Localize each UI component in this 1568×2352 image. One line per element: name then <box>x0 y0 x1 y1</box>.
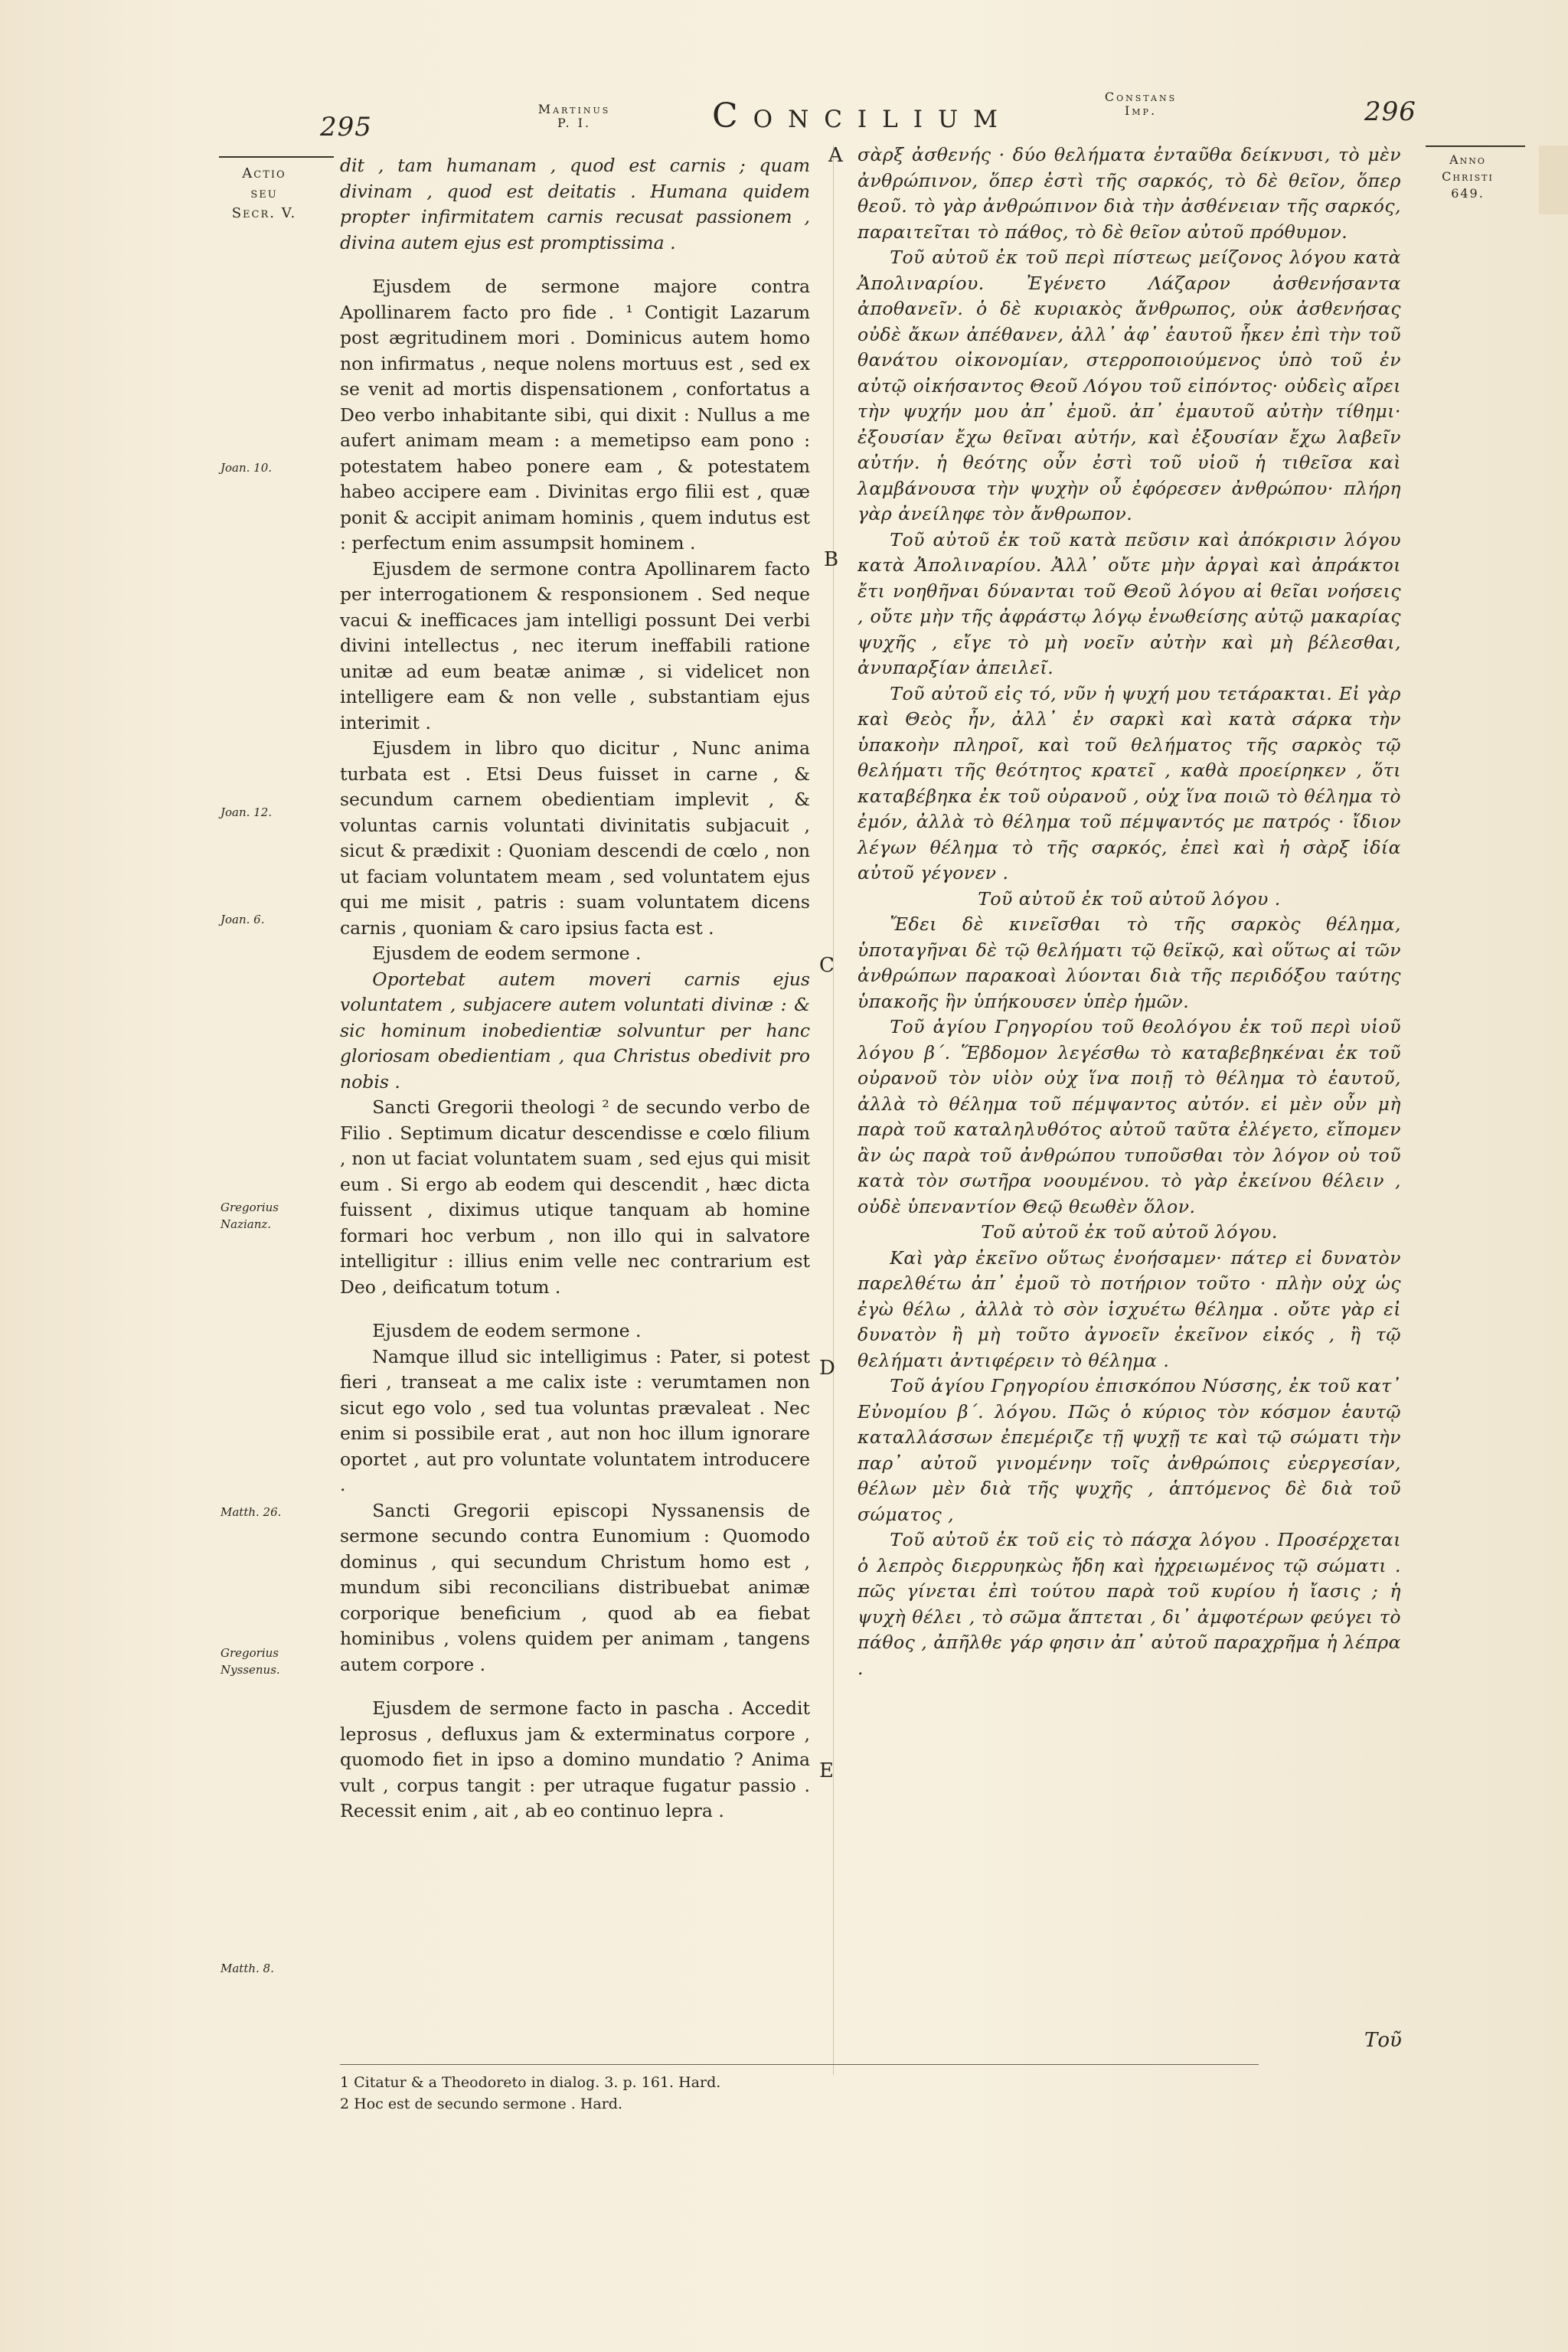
margin-ref-joan6: Joan. 6. <box>220 913 265 926</box>
greek-paragraph: Καὶ γὰρ ἐκεῖνο οὕτως ἐνοήσαμεν· πάτερ εἰ δυνατὸν παρελθέτω ἀπ᾽ ἐμοῦ τὸ ποτήριον τοῦτο · πλὴν οὐχ ὡς ἐγὼ θέλω , ἀλλὰ τὸ σὸν ἰσχυέτω θέλημα . οὔτε γὰρ εἰ δυνατὸν ἢ μὴ τοῦτο ἀγνοεῖν ἐκεῖνον εἰκός , ἢ τῷ θελήματι ἀντιφέρειν τὸ θέλημα . <box>858 1246 1401 1371</box>
margin-ref-joan12: Joan. 12. <box>220 805 273 819</box>
latin-paragraph: Oportebat autem moveri carnis ejus voluntatem , subjacere autem voluntati divinæ : & sic hominum inobedientiæ solvuntur per hanc gloriosam obedientiam , qua Christus obedivit pro nobis . <box>340 968 810 1093</box>
greek-paragraph: Τοῦ αὐτοῦ ἐκ τοῦ εἰς τὸ πάσχα λόγου . Προσέρχεται ὁ λεπρὸς διερρυηκὼς ἤδη καὶ ἠχρειωμένος τῷ σώματι . πῶς γίνεται ἐπὶ τούτου παρὰ τοῦ κυρίου ἡ ἴασις ; ἡ ψυχὴ θέλει , τὸ σῶμα ἅπτεται , δι᾽ ἀμφοτέρων φεύγει τὸ πάθος , ἀπῆλθε γάρ φησιν ἀπ᾽ αὐτοῦ παραχρῆμα ἡ λέπρα . <box>858 1529 1401 1679</box>
greek-heading: Τοῦ αὐτοῦ ἐκ τοῦ αὐτοῦ λόγου . <box>978 887 1281 910</box>
latin-paragraph: dit , tam humanam , quod est carnis ; quam divinam , quod est deitatis . Humana quidem propter infirmitatem carnis recusat passionem , divina autem ejus est promptissima . <box>340 155 810 253</box>
margin-ref-nazianz: Gregorius Nazianz. <box>220 1200 279 1231</box>
section-letter-d: D <box>819 1357 835 1380</box>
footnote-rule <box>340 2064 1259 2065</box>
greek-paragraph: Τοῦ ἁγίου Γρηγορίου τοῦ θεολόγου ἐκ τοῦ περὶ υἱοῦ λόγου β΄. Ἕβδομον λεγέσθω τὸ καταβεβηκέναι ἐκ τοῦ οὐρανοῦ τὸν υἱὸν οὐχ ἵνα ποιῇ τὸ θέλημα τὸ ἑαυτοῦ, ἀλλὰ τὸ θέλημα τοῦ πέμψαντος αὐτόν. εἰ μὲν οὖν μὴ παρὰ τοῦ καταληλυθότος αὐτοῦ ταῦτα ἐλέγετο, εἴπομεν ἂν ὡς παρὰ τοῦ ἀνθρώπου τυποῦσθαι τὸν λόγον οὐ τοῦ κατὰ τὸν σωτῆρα νοουμένου. τὸ γὰρ ἐκείνου θέλειν , οὐδὲ ὑπεναντίον Θεῷ θεωθὲν ὅλον. <box>858 1016 1401 1217</box>
greek-heading: Τοῦ αὐτοῦ ἐκ τοῦ αὐτοῦ λόγου. <box>981 1221 1278 1243</box>
greek-paragraph: σὰρξ ἀσθενής · δύο θελήματα ἐνταῦθα δείκνυσι, τὸ μὲν ἀνθρώπινον, ὅπερ ἐστὶ τῆς σαρκός, τὸ δὲ θεῖον, ὅπερ θεοῦ. τὸ γὰρ ἀνθρώπινον διὰ τὴν ἀσθένειαν τῆς σαρκός, παραιτεῖται τὸ πάθος, τὸ δὲ θεῖον αὐτοῦ πρόθυμον. <box>858 144 1401 243</box>
greek-paragraph: Τοῦ αὐτοῦ ἐκ τοῦ περὶ πίστεως μείζονος λόγου κατὰ Ἀπολιναρίου. Ἐγένετο Λάζαρον ἀσθενήσαντα ἀποθανεῖν. ὁ δὲ κυριακὸς ἄνθρωπος, οὐκ ἀσθενήσας οὐδὲ ἄκων ἀπέθανεν, ἀλλ᾽ ἀφ᾽ ἑαυτοῦ ἧκεν ἐπὶ τὴν τοῦ θανάτου οἰκονομίαν, στερροποιούμενος ὑπὸ τοῦ ἐν αὐτῷ οἰκήσαντος Θεοῦ Λόγου τοῦ εἰπόντος· οὐδεὶς αἴρει τὴν ψυχήν μου ἀπ᾽ ἐμοῦ. ἀπ᾽ ἐμαυτοῦ αὐτὴν τίθημι· ἐξουσίαν ἔχω θεῖναι αὐτήν, καὶ ἐξουσίαν ἔχω λαβεῖν αὐτήν. ἡ θεότης οὖν ἐστὶ τοῦ υἱοῦ ἡ τιθεῖσα καὶ λαμβάνουσα τὴν ψυχὴν οὗ ἐφόρεσεν ἀνθρώπου· πλήρη γὰρ ἀνείληφε τὸν ἄνθρωπον. <box>858 247 1401 524</box>
greek-paragraph: Ἔδει δὲ κινεῖσθαι τὸ τῆς σαρκὸς θέλημα, ὑποταγῆναι δὲ τῷ θελήματι τῷ θεϊκῷ, καὶ οὕτως αἱ τῶν ἀνθρώπων παρακοαὶ λύονται διὰ τῆς περιδόξου ταύτης ὑπακοῆς ἣν ὑπήκουσεν ὑπὲρ ἡμῶν. <box>858 913 1401 1012</box>
latin-paragraph: Ejusdem in libro quo dicitur , Nunc anima turbata est . Etsi Deus fuisset in carne , & secundum carnem obedientiam implevit , & voluntas carnis voluntati divinitatis subjacuit , sicut & prædixit : Quoniam descendi de cœlo , non ut faciam voluntatem meam , sed voluntatem ejus qui me misit , patris : suam voluntatem dicens carnis , quoniam & caro ipsius facta est . <box>340 737 810 939</box>
latin-paragraph: Sancti Gregorii theologi ² de secundo verbo de Filio . Septimum dicatur descendisse e cœlo filium , non ut faciat voluntatem suam , sed ejus qui misit eum . Si ergo ab eodem qui descendit , hæc dicta fuissent , diximus utique tanquam ab homine formari hoc verbum , non illo qui in salvatore intelligitur : illius enim velle nec contrarium est Deo , deificatum totum . <box>340 1096 810 1298</box>
greek-paragraph: Τοῦ αὐτοῦ εἰς τό, νῦν ἡ ψυχή μου τετάρακται. Εἰ γὰρ καὶ Θεὸς ἦν, ἀλλ᾽ ἐν σαρκὶ καὶ κατὰ σάρκα τὴν ὑπακοὴν πληροῖ, καὶ τοῦ θελήματος τῆς σαρκὸς τῷ θελήματι τῆς θεότητος κρατεῖ , καθὰ προείρηκεν , ὅτι καταβέβηκα ἐκ τοῦ οὐρανοῦ , οὐχ ἵνα ποιῶ τὸ θέλημα τὸ ἐμόν, ἀλλὰ τὸ θέλημα τοῦ πέμψαντός με πατρός · ἴδιον λέγων θέλημα τὸ τῆς σαρκός, ἐπεὶ καὶ ἡ σὰρξ ἰδία αὐτοῦ γέγονεν . <box>858 682 1401 884</box>
latin-paragraph: Ejusdem de sermone contra Apollinarem facto per interrogationem & responsionem . Sed neque vacui & inefficaces jam intelligi possunt Dei verbi divini intellectus , nec iterum ineffabili ratione unitæ ad eum beatæ animæ , si videlicet non intelligere eam & non velle , substantiam ejus interimit . <box>340 557 810 733</box>
latin-paragraph: Namque illud sic intelligimus : Pater, si potest fieri , transeat a me calix iste : verumtamen non sicut ego volo , sed tua voluntas prævaleat . Nec enim si possibile erat , aut non hoc illum ignorare oportet , aut pro voluntate voluntatem introducere . <box>340 1345 810 1495</box>
footnote: 1 Citatur & a Theodoreto in dialog. 3. p. 161. Hard. <box>340 2074 721 2091</box>
margin-actio: Actio seu Secr. V. <box>231 165 297 221</box>
section-letter-b: B <box>824 548 839 571</box>
footnotes <box>340 2072 1412 2115</box>
footnote: 2 Hoc est de secundo sermone . Hard. <box>340 2096 622 2112</box>
latin-column <box>340 153 810 1824</box>
latin-heading: Ejusdem de eodem sermone . <box>372 942 642 964</box>
latin-heading: Ejusdem de eodem sermone . <box>372 1320 642 1341</box>
greek-column <box>858 142 1401 1681</box>
margin-ref-matth8: Matth. 8. <box>220 1962 274 1975</box>
running-head-left: Martinus P. I. <box>537 102 611 130</box>
section-letter-a: A <box>828 144 843 167</box>
column-divider <box>833 145 834 2075</box>
margin-rule-left <box>219 156 334 158</box>
catchword: Τοῦ <box>1364 2029 1402 2052</box>
running-title: Concilium <box>712 96 1013 136</box>
section-letter-c: C <box>819 954 835 977</box>
section-letter-e: E <box>819 1759 834 1782</box>
greek-paragraph: Τοῦ αὐτοῦ ἐκ τοῦ κατὰ πεῦσιν καὶ ἀπόκρισιν λόγου κατὰ Ἀπολιναρίου. Ἀλλ᾽ οὔτε μὴν ἀργαὶ καὶ ἀπράκτοι ἔτι νοηθῆναι δύνανται τοῦ Θεοῦ λόγου αἱ θεῖαι νοήσεις , οὔτε μὴν τῆς ἀφράστῳ λόγῳ ἑνωθείσης αὐτῷ μακαρίας ψυχῆς , εἴγε τὸ μὴ νοεῖν αὐτὴν καὶ μὴ βέλεσθαι, ἀνυπαρξίαν ἀπειλεῖ. <box>858 528 1401 678</box>
running-head-right: Constans Imp. <box>1104 90 1178 118</box>
running-header <box>0 90 1568 144</box>
page-number-left: 295 <box>320 112 372 142</box>
margin-ref-nyssenus: Gregorius Nyssenus. <box>220 1646 280 1677</box>
page-edge <box>1539 145 1568 214</box>
margin-rule-right <box>1426 145 1525 147</box>
latin-paragraph: Ejusdem de sermone majore contra Apollinarem facto pro fide . ¹ Contigit Lazarum post ægritudinem mori . Dominicus autem homo non infirmatus , neque nolens mortuus est , sed ex se venit ad mortis dispensationem , confortatus a Deo verbo inhabitante sibi, qui dixit : Nullus a me aufert animam meam : a memetipso eam pono : potestatem habeo ponere eam , & potestatem habeo accipere eam . Divinitas ergo filii est , quæ ponit & accipit animam hominis , quem indutus est : perfectum enim assumpsit hominem . <box>340 276 810 554</box>
page-number-right: 296 <box>1364 96 1416 127</box>
greek-paragraph: Τοῦ ἁγίου Γρηγορίου ἐπισκόπου Νύσσης, ἐκ τοῦ κατ᾽ Εὐνομίου β΄. λόγου. Πῶς ὁ κύριος τὸν κόσμον ἑαυτῷ καταλλάσσων ἐπεμέριζε τῇ ψυχῇ τε καὶ τῷ σώματι τὴν παρ᾽ αὐτοῦ γινομένην τοῖς ἀνθρώποις εὐεργεσίαν, θέλων μὲν διὰ τῆς ψυχῆς , ἁπτόμενος δὲ διὰ τοῦ σώματος , <box>858 1375 1401 1525</box>
latin-paragraph: Sancti Gregorii episcopi Nyssanensis de sermone secundo contra Eunomium : Quomodo dominus , qui secundum Christum homo est , mundum sibi reconcilians distribuebat animæ corporique beneficium , quod ab ea fiebat hominibus , volens quidem per animam , tangens autem corpore . <box>340 1499 810 1675</box>
margin-ref-joan10: Joan. 10. <box>220 461 273 475</box>
margin-anno-christi: Anno Christi 649. <box>1442 152 1494 201</box>
latin-paragraph: Ejusdem de sermone facto in pascha . Accedit leprosus , defluxus jam & exterminatus corpore , quomodo fiet in ipso a domino mundatio ? Anima vult , corpus tangit : per utraque fugatur passio . Recessit enim , ait , ab eo continuo lepra . <box>340 1697 810 1821</box>
margin-ref-matth26: Matth. 26. <box>220 1505 282 1519</box>
